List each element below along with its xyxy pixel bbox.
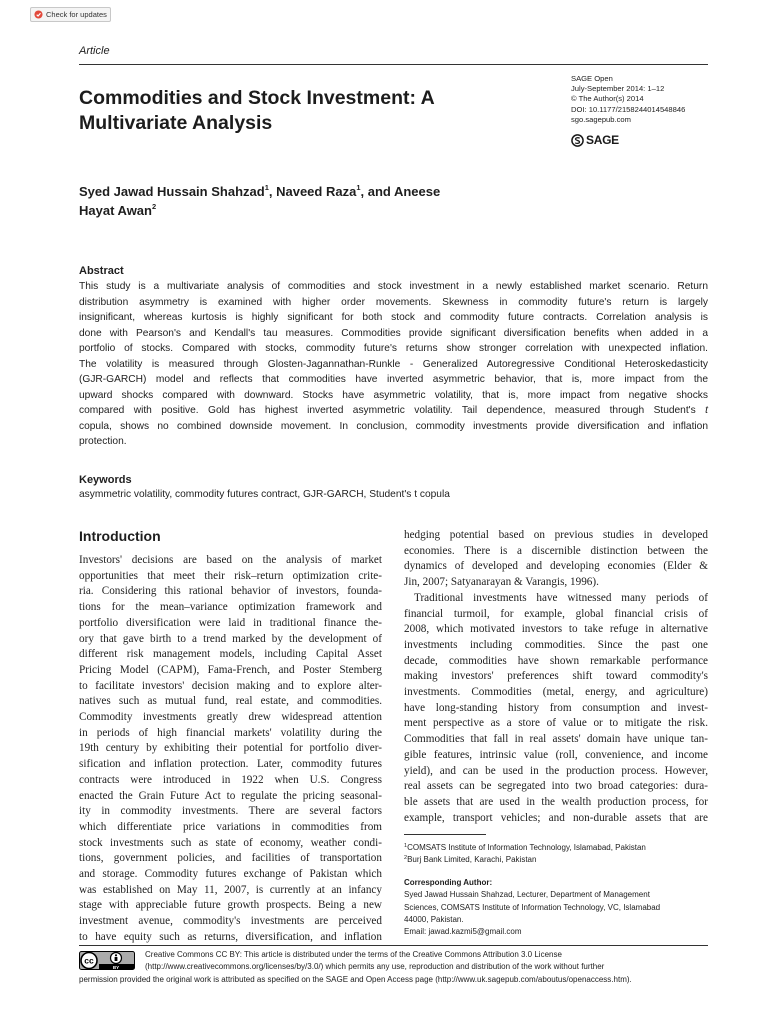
body-line: ity in commodity investments. There are several factors [79,805,382,818]
by-badge-text: BY [112,964,120,970]
body-line: opportunities that meet their risk–return optimization crite- [79,569,382,582]
body-line: 2008, which motivated investors to take refuge in alternative [404,623,708,636]
body-line: to facilitate investors' decision making and to explore alter- [79,679,382,692]
body-line: was established on May 11, 2007, is currently at an infancy [79,883,382,896]
body-line: ory that gave birth to a trend marked by the development of [79,632,382,645]
abstract-line: portfolio of stocks. Compared with stocks, commodity future's returns show stronger correlation with unexpected inflation. [79,343,708,354]
abstract-line: protection. [79,436,127,447]
update-badge-icon [34,10,43,19]
abstract-italic-t: t [705,405,709,416]
footnote-2: Burj Bank Limited, Karachi, Pakistan [407,855,537,865]
body-line: stage with appreciable future growth prospects. Being a new [79,899,382,912]
body-line: real assets can be segregated into two broad categories: dura- [404,780,708,793]
abstract-line: insignificant, whereas kurtosis is highly significant for both stock and commodity future contracts. Correlation analysis is [79,312,708,323]
corresponding-author-email[interactable]: Email: jawad.kazmi5@gmail.com [404,927,522,937]
abstract-line: distribution asymmetry is examined with higher order movements. Skewness in commodity future's return is largely [79,296,708,308]
abstract-line: upward shocks compared with downward. Stocks have asymmetric volatility, that is, more impact from negative shocks [79,389,708,401]
footnote-2-marker: 2 [404,855,408,862]
body-line: stock investments such as state of economy, weather condi- [79,836,382,849]
corresponding-author-line: Sciences, COMSATS Institute of Information Technology, VC, Islamabad [404,902,661,912]
abstract-line: The volatility is measured through Glosten-Jagannathan-Runkle - Generalized Autoregressive Conditional Heteroskedasticity [79,358,708,370]
body-line: decade, commodities have shown remarkable performance [404,654,708,667]
corresponding-author [404,877,708,938]
license-line: (http://www.creativecommons.org/licenses/by/3.0/) which permits any use, reproduction and distribution of the work without further [145,962,605,972]
abstract-line: This study is a multivariate analysis of commodities and stock investment in a newly established market scenario. Return [79,281,708,292]
journal-issue: July-September 2014: 1–12 [571,84,665,94]
footnote-1: COMSATS Institute of Information Technology, Islamabad, Pakistan [407,843,646,852]
body-line: investments. Commodities (metal, energy, and agriculture) [404,686,708,699]
abstract-body [79,279,708,450]
journal-meta [571,74,685,125]
sage-logo-text: SAGE [586,133,619,147]
body-line: sification and inflation protection. Later, commodity futures [79,758,382,771]
body-line: Investors' decisions are based on the analysis of market [79,554,382,566]
author-2: Naveed Raza [276,184,357,199]
article-title [79,86,539,136]
keywords-text: asymmetric volatility, commodity futures contract, GJR-GARCH, Student's t copula [79,489,450,500]
body-line: financial turmoil, for example, global financial crisis of [404,607,708,620]
license-line: permission provided the original work is attributed as specified on the SAGE and Open Access page (http://www.uk.sagepub.com/aboutus/openaccess.htm). [79,974,632,984]
body-line: contracts were introduced in 1922 when U.S. Congress [79,773,382,786]
body-line: enacted the Grain Future Act to regulate the pricing seasonal- [79,789,382,802]
footnote-divider [404,834,486,835]
body-line: in periods of high financial markets' volatility during the [79,726,382,739]
body-line: to have equity such as returns, diversification, and inflation [79,930,382,943]
corresponding-author-label: Corresponding Author: [404,878,493,887]
body-line: 19th century by exhibiting their potential for portfolio diver- [79,742,382,755]
footnote-1-marker: 1 [404,843,408,849]
body-line: hedging potential based on previous studies in developed [404,529,708,541]
journal-doi[interactable]: DOI: 10.1177/2158244014548846 [571,104,686,114]
body-line: Commodity investments greatly drew widespread attention [79,711,382,724]
author-1: Syed Jawad Hussain Shahzad [79,184,265,199]
body-line: and storage. Commodity futures exchange of Pakistan which [79,868,382,881]
title-line-1: Commodities and Stock Investment: A [79,87,435,109]
body-line: portfolio diversification were laid in traditional finance the- [79,616,382,629]
abstract-line-text: compared with positive. Gold has highest inverted asymmetric volatility. Tail dependence, measured through Student's [79,405,696,416]
author-list: Syed Jawad Hussain Shahzad$^1$, Naveed Raza$^1$, and Aneese Hayat Awan$^2$ [79,183,441,218]
body-line: ble assets that are used in the wealth production process, for [404,795,708,808]
check-for-updates-label: Check for updates [46,10,107,19]
header-divider [79,64,708,65]
body-line: tions, government policies, and facilities of transportation [79,852,382,865]
sage-emblem-icon [571,134,584,147]
license-statement [79,949,708,986]
introduction-heading: Introduction [79,528,161,544]
corresponding-author-line: Syed Jawad Hussain Shahzad, Lecturer, Department of Management [404,890,650,900]
abstract-line: copula, shows no combined downside movement. In conclusion, commodity investments provide diversification and inflation [79,420,708,432]
abstract-heading: Abstract [79,265,124,277]
cc-badge-text: cc [84,955,94,966]
check-for-updates-button[interactable] [30,7,111,22]
body-line: investment avenue, commodity's investments are perceived [79,915,382,928]
author-2-affiliation: 1 [356,183,361,192]
journal-name: SAGE Open [571,74,613,83]
title-line-2: Multivariate Analysis [79,112,273,134]
body-line: tions for the mean–variance optimization framework and [79,601,382,614]
corresponding-author-line: 44000, Pakistan. [404,914,464,924]
body-line: dynamics of developed and developing economies (Elder & [404,560,708,573]
abstract-line: done with Pearson's and Kendall's tau measures. Commodities provide significant diversification benefits when added in a [79,327,708,339]
journal-url[interactable]: sgo.sagepub.com [571,114,631,124]
body-line: Jin, 2007; Satyanarayan & Varangis, 1996). [404,576,599,589]
body-line: example, transport vehicles; and non-durable assets that are [404,811,708,824]
body-line: investments including commodities. Since the past one [404,638,708,651]
body-line: Commodities that fall in real assets' domain have unique tan- [404,733,708,746]
body-line: economies. There is a discernible distinction between the [404,544,708,557]
body-line: yield), and can be used in the production process. However, [404,764,708,777]
body-line: ria. Considering this rational behavior of investors, founda- [79,585,382,598]
author-1-affiliation: 1 [264,183,269,192]
license-divider [79,945,708,946]
author-3: Hayat Awan [79,203,152,218]
author-3-affiliation: 2 [151,202,157,211]
introduction-left-column [79,553,382,946]
journal-copyright: © The Author(s) 2014 [571,94,644,104]
body-line: Pricing Model (CAPM), Fama-French, and Poster Stemberg [79,663,382,676]
abstract-line: (GJR-GARCH) model and reflects that commodities have inverted asymmetric behavior, that is, more impact from the [79,374,708,385]
sage-logo [571,133,619,147]
affiliation-footnotes [404,842,708,866]
body-line: have long-standing history from consumption and invest- [404,701,708,714]
license-line: Creative Commons CC BY: This article is distributed under the terms of the Creative Commons Attribution 3.0 License [145,950,562,959]
body-line: natives such as mutual fund, real estate, and commodities. [79,695,382,708]
body-line: ment perspective as a store of value or to mitigate the risk. [404,717,708,730]
abstract-line [79,403,708,419]
body-line: different risk management models, including Capital Asset [79,648,382,661]
author-conjunction: , and Aneese [360,184,441,199]
body-line: which differentiate price variations in commodities from [79,820,382,833]
article-type-label: Article [79,45,110,57]
keywords-heading: Keywords [79,474,132,486]
body-line: gible features, intrinsic value (roll, convenience, and income [404,748,708,761]
body-line: Traditional investments have witnessed many periods of [414,591,708,604]
body-line: making investors' preferences shift toward commodity's [404,670,708,683]
introduction-right-column [404,528,708,826]
